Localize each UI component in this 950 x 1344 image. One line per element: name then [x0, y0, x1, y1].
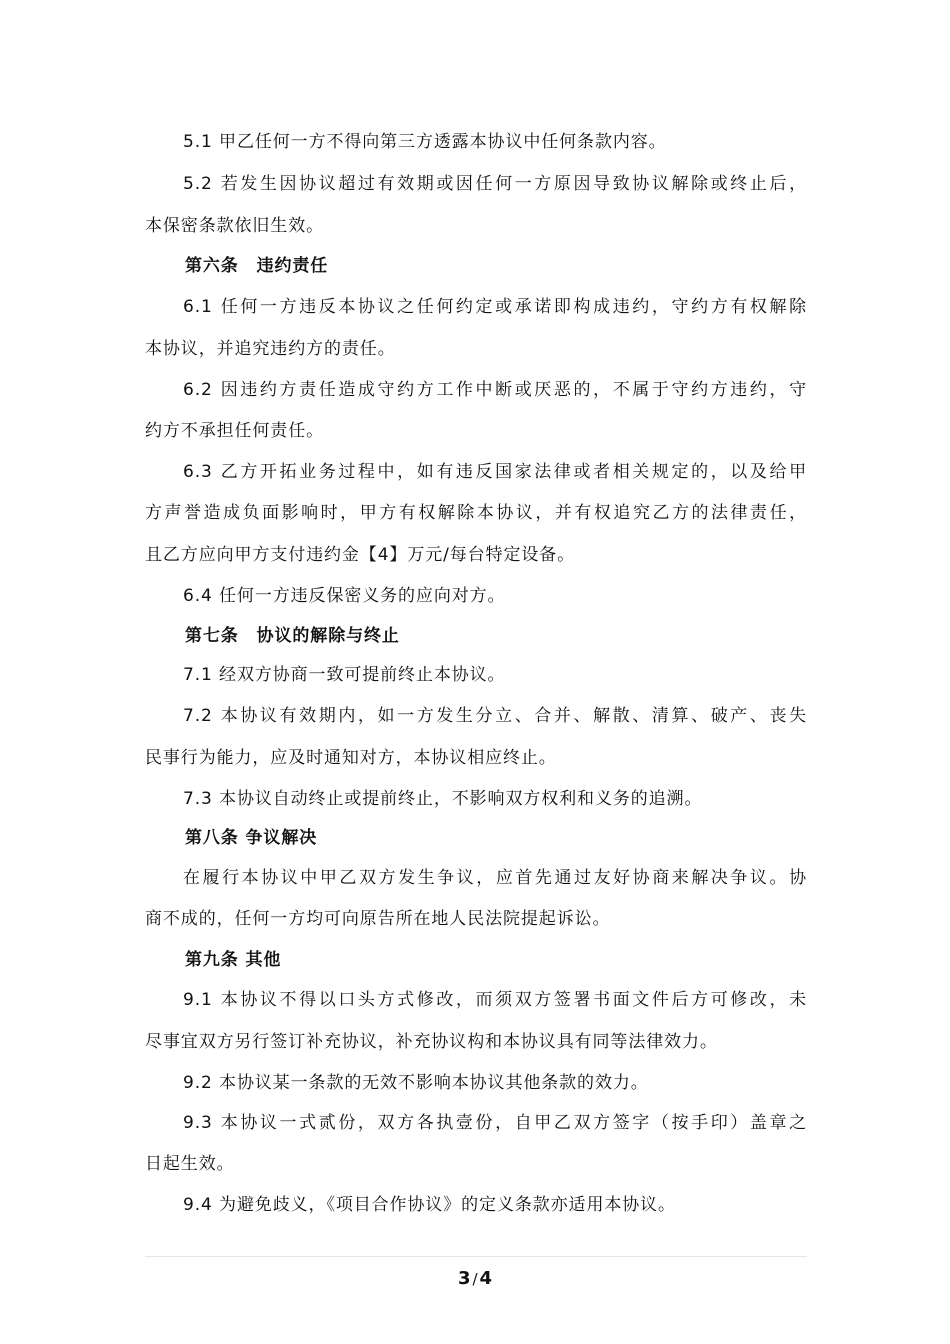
- article-8-heading: 第八条 争议解决: [185, 828, 318, 848]
- clause-6-3-line-3: 且乙方应向甲方支付违约金【4】万元/每台特定设备。: [145, 545, 576, 565]
- article-8-line-2: 商不成的，任何一方均可向原告所在地人民法院提起诉讼。: [145, 909, 611, 929]
- clause-7-2-line-1: 7.2 本协议有效期内，如一方发生分立、合并、解散、清算、破产、丧失: [183, 706, 807, 726]
- clause-9-3-line-2: 日起生效。: [145, 1154, 235, 1174]
- article-6-heading: 第六条 违约责任: [185, 256, 329, 276]
- page-number: [0, 1266, 950, 1292]
- clause-9-4: 9.4 为避免歧义，《项目合作协议》的定义条款亦适用本协议。: [183, 1195, 676, 1215]
- article-9-heading: 第九条 其他: [185, 950, 282, 970]
- clause-5-2-line-1: 5.2 若发生因协议超过有效期或因任何一方原因导致协议解除或终止后，: [183, 174, 807, 194]
- clause-9-1-line-1: 9.1 本协议不得以口头方式修改，而须双方签署书面文件后方可修改，未: [183, 990, 807, 1010]
- clause-6-3-line-2: 方声誉造成负面影响时，甲方有权解除本协议，并有权追究乙方的法律责任，: [145, 503, 807, 523]
- clause-7-1: 7.1 经双方协商一致可提前终止本协议。: [183, 665, 506, 685]
- total-pages: 4: [479, 1268, 493, 1289]
- clause-6-2-line-1: 6.2 因违约方责任造成守约方工作中断或厌恶的，不属于守约方违约，守: [183, 380, 807, 400]
- clause-6-2-line-2: 约方不承担任何责任。: [145, 421, 324, 441]
- clause-6-1-line-1: 6.1 任何一方违反本协议之任何约定或承诺即构成违约，守约方有权解除: [183, 297, 807, 317]
- page-separator: /: [472, 1270, 478, 1288]
- clause-5-2-line-2: 本保密条款依旧生效。: [145, 216, 324, 236]
- clause-6-1-line-2: 本协议，并追究违约方的责任。: [145, 339, 396, 359]
- clause-7-2-line-2: 民事行为能力，应及时通知对方，本协议相应终止。: [145, 748, 557, 768]
- clause-6-3-line-1: 6.3 乙方开拓业务过程中，如有违反国家法律或者相关规定的，以及给甲: [183, 462, 807, 482]
- footer-divider: [145, 1256, 807, 1257]
- article-7-heading: 第七条 协议的解除与终止: [185, 626, 400, 646]
- clause-6-4: 6.4 任何一方违反保密义务的应向对方。: [183, 586, 506, 606]
- current-page: 3: [457, 1268, 471, 1289]
- clause-9-1-line-2: 尽事宜双方另行签订补充协议，补充协议构和本协议具有同等法律效力。: [145, 1032, 718, 1052]
- article-8-line-1: 在履行本协议中甲乙双方发生争议，应首先通过友好协商来解决争议。协: [183, 868, 807, 888]
- clause-9-3-line-1: 9.3 本协议一式贰份，双方各执壹份，自甲乙双方签字（按手印）盖章之: [183, 1113, 807, 1133]
- clause-9-2: 9.2 本协议某一条款的无效不影响本协议其他条款的效力。: [183, 1073, 649, 1093]
- clause-7-3: 7.3 本协议自动终止或提前终止，不影响双方权利和义务的追溯。: [183, 789, 703, 809]
- clause-5-1: 5.1 甲乙任何一方不得向第三方透露本协议中任何条款内容。: [183, 132, 667, 152]
